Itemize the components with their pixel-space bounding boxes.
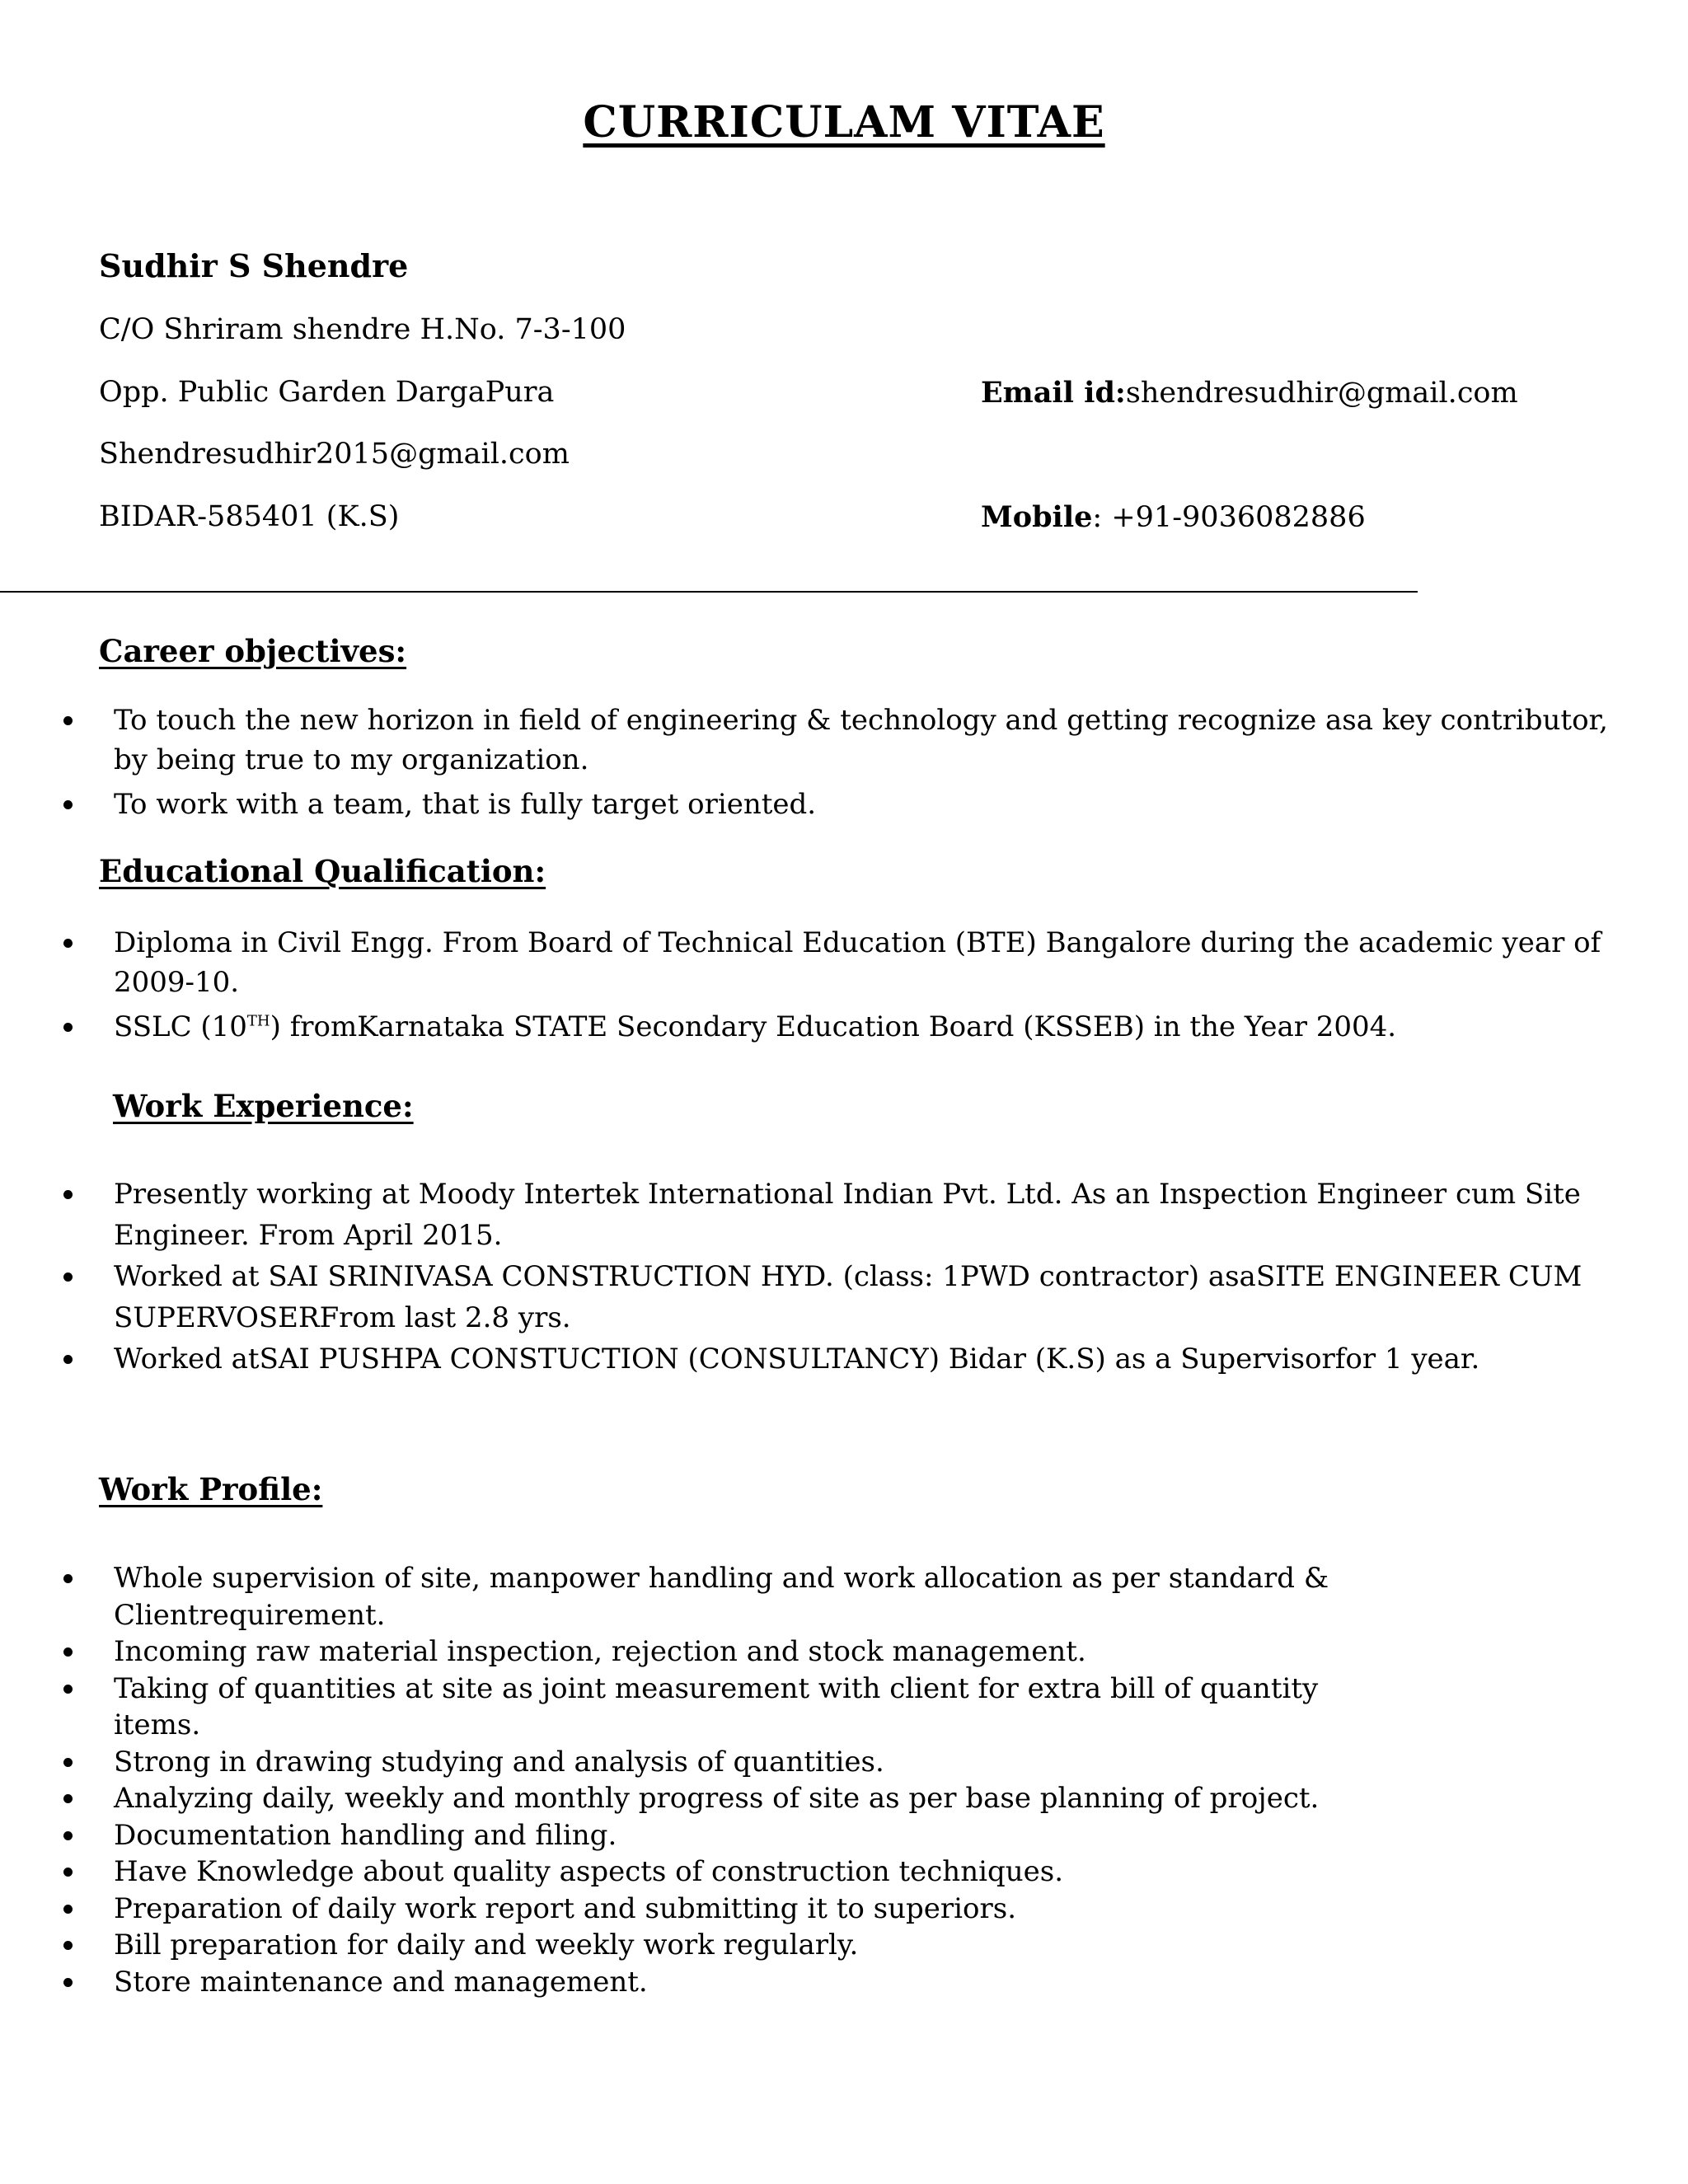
city-line: BIDAR-585401 (K.S) (99, 500, 400, 533)
list-item: Documentation handling and filing. (0, 1817, 1401, 1854)
work-profile-heading: Work Profile: (99, 1471, 323, 1507)
mobile-line (981, 500, 1366, 534)
list-item: Incoming raw material inspection, rejection and stock management. (0, 1633, 1401, 1671)
list-item: Diploma in Civil Engg. From Board of Technical Education (BTE) Bangalore during the academic year of 2009-10. (0, 923, 1640, 1002)
email-line (981, 376, 1518, 410)
address-line-1: C/O Shriram shendre H.No. 7-3-100 (99, 313, 626, 346)
list-item: To work with a team, that is fully target oriented. (0, 785, 1640, 824)
work-experience-list (0, 1174, 1640, 1380)
list-item: SSLC (10TH) fromKarnataka STATE Secondary Education Board (KSSEB) in the Year 2004. (0, 1007, 1640, 1047)
address-line-2: Opp. Public Garden DargaPura (99, 376, 555, 409)
superscript: TH (246, 1012, 270, 1030)
list-item: To touch the new horizon in field of engineering & technology and getting recognize asa key contributor, by being true to my organization. (0, 701, 1640, 780)
document-title: CURRICULAM VITAE (583, 97, 1105, 148)
list-item: Analyzing daily, weekly and monthly progress of site as per base planning of project. (0, 1780, 1401, 1817)
mobile-value: : +91-9036082886 (1092, 501, 1366, 534)
candidate-name: Sudhir S Shendre (99, 247, 409, 284)
career-list (0, 701, 1640, 824)
list-item: Taking of quantities at site as joint measurement with client for extra bill of quantity items. (0, 1671, 1401, 1744)
list-item: Store maintenance and management. (0, 1964, 1401, 2001)
list-item: Presently working at Moody Intertek International Indian Pvt. Ltd. As an Inspection Engineer cum Site Engineer. From April 2015. (0, 1174, 1640, 1256)
list-item: Worked at SAI SRINIVASA CONSTRUCTION HYD. (class: 1PWD contractor) asaSITE ENGINEER CUM SUPERVOSERFrom last 2.8 yrs. (0, 1256, 1640, 1338)
work-experience-heading: Work Experience: (113, 1088, 414, 1124)
education-heading: Educational Qualification: (99, 853, 546, 889)
list-item: Whole supervision of site, manpower handling and work allocation as per standard & Clientrequirement. (0, 1560, 1401, 1633)
list-item: Worked atSAI PUSHPA CONSTUCTION (CONSULTANCY) Bidar (K.S) as a Supervisorfor 1 year. (0, 1338, 1640, 1380)
list-item: Have Knowledge about quality aspects of construction techniques. (0, 1854, 1401, 1891)
list-item: Preparation of daily work report and submitting it to superiors. (0, 1891, 1401, 1928)
work-profile-list (0, 1560, 1401, 2000)
list-item: Strong in drawing studying and analysis of quantities. (0, 1744, 1401, 1781)
mobile-label: Mobile (981, 500, 1093, 534)
horizontal-divider (0, 591, 1418, 593)
education-list (0, 923, 1640, 1047)
email-value: shendresudhir@gmail.com (1125, 377, 1518, 410)
career-heading: Career objectives: (99, 633, 407, 669)
alternate-email: Shendresudhir2015@gmail.com (99, 438, 570, 471)
email-label: Email id: (981, 376, 1126, 410)
list-item: Bill preparation for daily and weekly work regularly. (0, 1927, 1401, 1964)
